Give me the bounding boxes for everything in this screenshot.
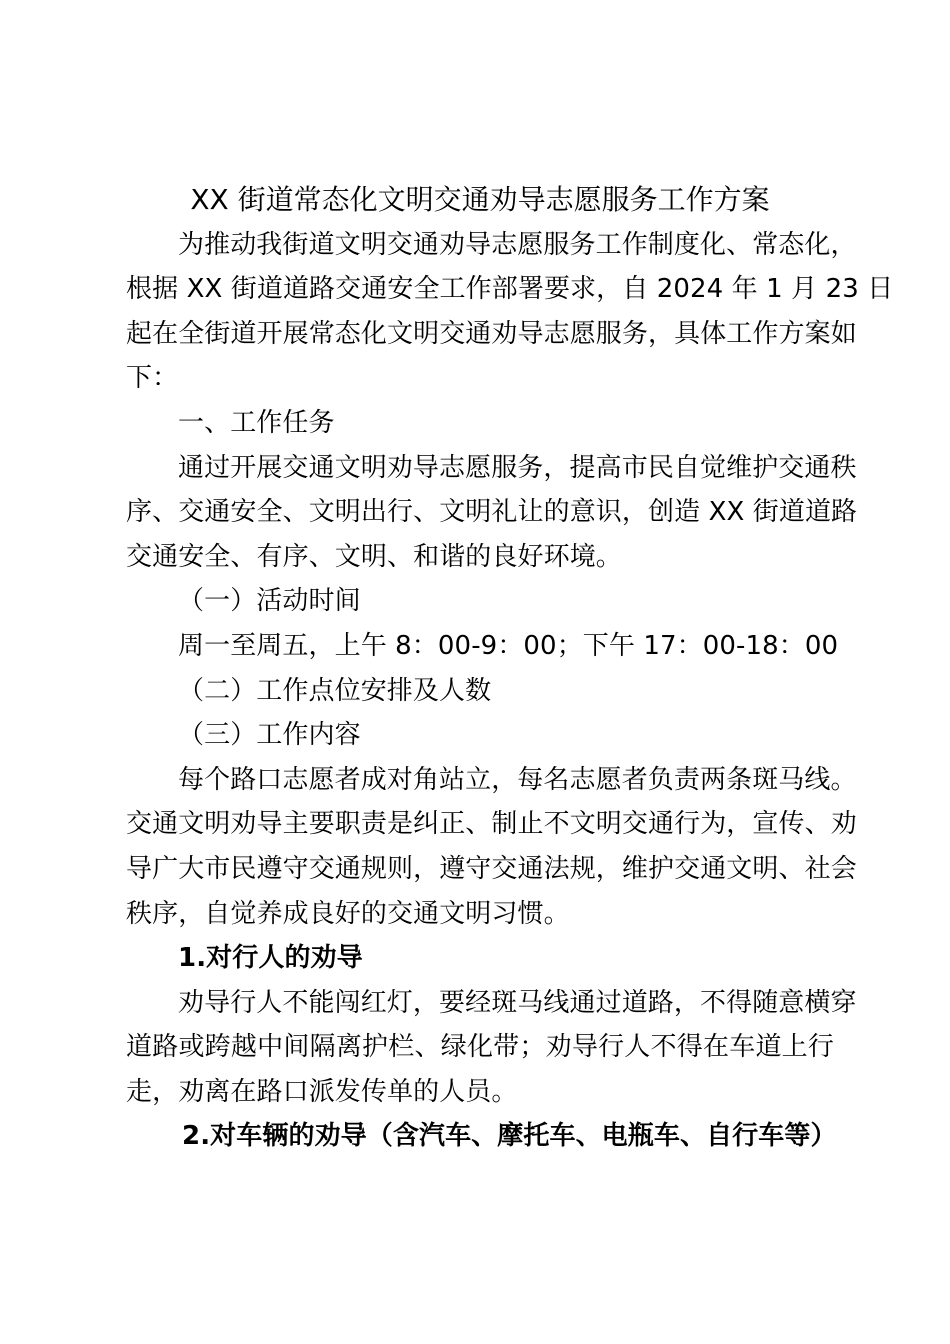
- sub3-line-3: 导广大市民遵守交通规则，遵守交通法规，维护交通文明、社会: [126, 853, 857, 884]
- sub3-line-1: 每个路口志愿者成对角站立，每名志愿者负责两条斑马线。: [178, 764, 857, 795]
- sub1-heading: （一）活动时间: [178, 586, 361, 617]
- intro-line-4: 下：: [126, 363, 179, 394]
- intro-line-3: 起在全街道开展常态化文明交通劝导志愿服务，具体工作方案如: [126, 318, 857, 349]
- sub2-heading: （二）工作点位安排及人数: [178, 675, 492, 706]
- section1-line-2: 序、交通安全、文明出行、文明礼让的意识，创造 XX 街道道路: [126, 497, 858, 528]
- intro-line-1: 为推动我街道文明交通劝导志愿服务工作制度化、常态化，: [178, 229, 857, 260]
- sub3-heading: （三）工作内容: [178, 720, 361, 751]
- section1-line-1: 通过开展交通文明劝导志愿服务，提高市民自觉维护交通秩: [178, 452, 857, 483]
- sub1-body: 周一至周五，上午 8：00-9：00；下午 17：00-18：00: [178, 630, 839, 661]
- item1-line-2: 道路或跨越中间隔离护栏、绿化带；劝导行人不得在车道上行: [126, 1032, 834, 1063]
- intro-line-2: 根据 XX 街道道路交通安全工作部署要求，自 2024 年 1 月 23 日: [126, 274, 894, 305]
- section1-line-3: 交通安全、有序、文明、和谐的良好环境。: [126, 541, 622, 572]
- document-title: XX 街道常态化文明交通劝导志愿服务工作方案: [190, 183, 770, 216]
- item1-line-3: 走，劝离在路口派发传单的人员。: [126, 1076, 518, 1107]
- document-page: [126, 178, 894, 1159]
- item2-heading: 2.对车辆的劝导（含汽车、摩托车、电瓶车、自行车等）: [182, 1121, 837, 1152]
- sub3-line-2: 交通文明劝导主要职责是纠正、制止不文明交通行为，宣传、劝: [126, 809, 857, 840]
- section1-heading: 一、工作任务: [178, 407, 335, 438]
- item1-heading: 1.对行人的劝导: [178, 943, 363, 974]
- sub3-line-4: 秩序，自觉养成良好的交通文明习惯。: [126, 898, 570, 929]
- item1-line-1: 劝导行人不能闯红灯，要经斑马线通过道路，不得随意横穿: [178, 987, 857, 1018]
